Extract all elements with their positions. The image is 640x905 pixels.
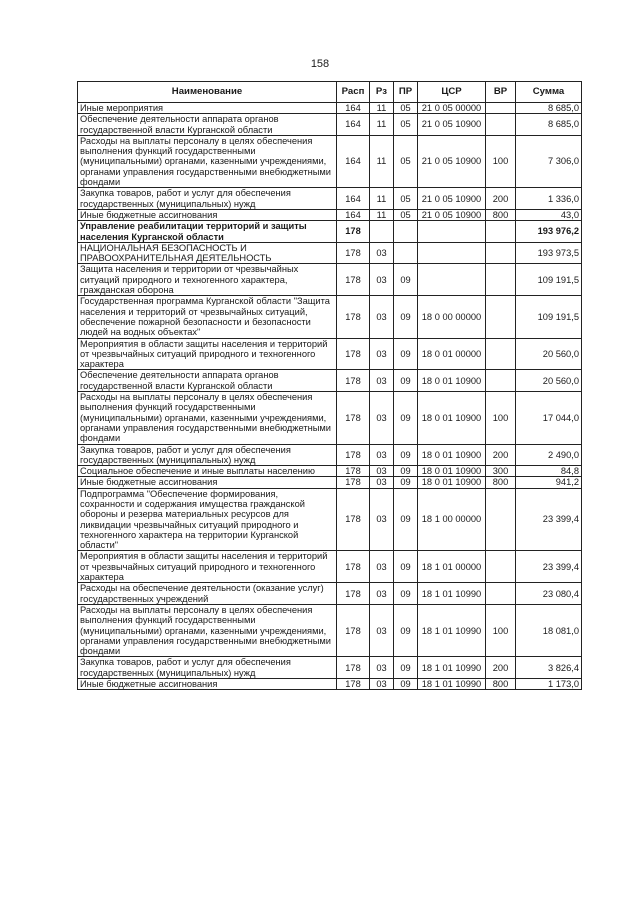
cell-csr: 21 0 05 00000	[418, 103, 486, 114]
cell-csr: 21 0 05 10900	[418, 135, 486, 187]
cell-pr: 05	[394, 188, 418, 210]
cell-vr	[486, 221, 516, 243]
cell-rz: 03	[370, 296, 394, 338]
page-number: 158	[310, 58, 330, 70]
table-row	[78, 466, 582, 477]
cell-vr	[486, 103, 516, 114]
column-header-vr: ВР	[486, 82, 516, 103]
cell-vr	[486, 551, 516, 583]
cell-name: Управление реабилитации территорий и защиты населения Курганской области	[78, 221, 337, 243]
table-row	[78, 679, 582, 690]
cell-name: Закупка товаров, работ и услуг для обеспечения государственных (муниципальных) нужд	[78, 188, 337, 210]
cell-csr: 18 1 01 10990	[418, 657, 486, 679]
cell-sum: 20 560,0	[516, 370, 582, 392]
cell-pr: 05	[394, 103, 418, 114]
cell-sum: 7 306,0	[516, 135, 582, 187]
cell-pr: 09	[394, 604, 418, 656]
cell-vr: 100	[486, 392, 516, 444]
cell-vr: 100	[486, 604, 516, 656]
cell-csr	[418, 264, 486, 296]
cell-rasp: 178	[337, 370, 370, 392]
cell-rasp: 178	[337, 488, 370, 551]
table-row	[78, 221, 582, 243]
budget-table	[77, 81, 582, 690]
cell-rasp: 164	[337, 209, 370, 220]
cell-rasp: 178	[337, 392, 370, 444]
table-body	[78, 103, 582, 690]
cell-rz	[370, 221, 394, 243]
cell-pr	[394, 221, 418, 243]
cell-vr: 800	[486, 209, 516, 220]
cell-sum: 17 044,0	[516, 392, 582, 444]
cell-rz: 11	[370, 188, 394, 210]
cell-name: Расходы на обеспечение деятельности (оказание услуг) государственных учреждений	[78, 583, 337, 605]
cell-pr: 05	[394, 135, 418, 187]
table-row	[78, 242, 582, 264]
cell-name: Расходы на выплаты персоналу в целях обеспечения выполнения функций государственными (муниципальными) органами, казенными учреждениями, органами управления государственными внебюджетными фондами	[78, 392, 337, 444]
cell-rasp: 178	[337, 466, 370, 477]
cell-rz: 03	[370, 444, 394, 466]
column-header-csr: ЦСР	[418, 82, 486, 103]
cell-vr: 800	[486, 679, 516, 690]
cell-pr: 09	[394, 679, 418, 690]
cell-name: Закупка товаров, работ и услуг для обеспечения государственных (муниципальных) нужд	[78, 444, 337, 466]
cell-name: Расходы на выплаты персоналу в целях обеспечения выполнения функций государственными (муниципальными) органами, казенными учреждениями, органами управления государственными внебюджетными фондами	[78, 135, 337, 187]
cell-csr	[418, 221, 486, 243]
cell-sum: 109 191,5	[516, 264, 582, 296]
cell-name: Иные бюджетные ассигнования	[78, 679, 337, 690]
cell-vr: 200	[486, 188, 516, 210]
cell-pr: 09	[394, 657, 418, 679]
cell-name: Обеспечение деятельности аппарата органов государственной власти Курганской области	[78, 114, 337, 136]
cell-pr: 09	[394, 488, 418, 551]
cell-rz: 11	[370, 114, 394, 136]
cell-vr	[486, 296, 516, 338]
cell-csr: 18 1 01 00000	[418, 551, 486, 583]
table-row	[78, 188, 582, 210]
cell-name: Иные мероприятия	[78, 103, 337, 114]
cell-csr: 18 1 01 10990	[418, 604, 486, 656]
cell-rasp: 178	[337, 264, 370, 296]
table-row	[78, 444, 582, 466]
cell-name: Расходы на выплаты персоналу в целях обеспечения выполнения функций государственными (муниципальными) органами, казенными учреждениями, органами управления государственными внебюджетными фондами	[78, 604, 337, 656]
cell-csr	[418, 242, 486, 264]
cell-rz: 03	[370, 477, 394, 488]
table-row	[78, 114, 582, 136]
cell-vr	[486, 264, 516, 296]
cell-csr: 18 0 01 10900	[418, 392, 486, 444]
cell-rasp: 164	[337, 135, 370, 187]
cell-pr	[394, 242, 418, 264]
cell-sum: 8 685,0	[516, 114, 582, 136]
cell-sum: 43,0	[516, 209, 582, 220]
cell-rasp: 178	[337, 604, 370, 656]
cell-vr	[486, 338, 516, 370]
table-row	[78, 103, 582, 114]
column-header-rasp: Расп	[337, 82, 370, 103]
table-row	[78, 209, 582, 220]
cell-pr: 09	[394, 296, 418, 338]
table-row	[78, 370, 582, 392]
cell-vr	[486, 370, 516, 392]
cell-sum: 23 399,4	[516, 488, 582, 551]
column-header-name: Наименование	[78, 82, 337, 103]
cell-rz: 11	[370, 103, 394, 114]
cell-name: Подпрограмма "Обеспечение формирования, сохранности и содержания имущества гражданской обороны и резерва материальных ресурсов для ликвидации чрезвычайных ситуаций природного и техногенного характера на территории Курганской области"	[78, 488, 337, 551]
table-row	[78, 604, 582, 656]
cell-rz: 03	[370, 604, 394, 656]
cell-pr: 09	[394, 392, 418, 444]
cell-name: Мероприятия в области защиты населения и территорий от чрезвычайных ситуаций природного и техногенного характера	[78, 551, 337, 583]
cell-vr	[486, 488, 516, 551]
cell-csr: 18 0 01 10900	[418, 370, 486, 392]
cell-name: Мероприятия в области защиты населения и территорий от чрезвычайных ситуаций природного и техногенного характера	[78, 338, 337, 370]
table-row	[78, 392, 582, 444]
cell-sum: 18 081,0	[516, 604, 582, 656]
cell-rasp: 178	[337, 679, 370, 690]
cell-sum: 84,8	[516, 466, 582, 477]
cell-sum: 20 560,0	[516, 338, 582, 370]
cell-sum: 2 490,0	[516, 444, 582, 466]
cell-rasp: 164	[337, 188, 370, 210]
cell-vr: 800	[486, 477, 516, 488]
cell-csr: 18 0 00 00000	[418, 296, 486, 338]
cell-pr: 09	[394, 370, 418, 392]
cell-name: Защита населения и территории от чрезвычайных ситуаций природного и техногенного характера, гражданская оборона	[78, 264, 337, 296]
cell-csr: 18 0 01 00000	[418, 338, 486, 370]
cell-rasp: 178	[337, 221, 370, 243]
cell-csr: 18 0 01 10900	[418, 477, 486, 488]
table-row	[78, 135, 582, 187]
cell-sum: 193 973,5	[516, 242, 582, 264]
cell-rasp: 178	[337, 583, 370, 605]
cell-sum: 1 336,0	[516, 188, 582, 210]
cell-rasp: 178	[337, 657, 370, 679]
cell-name: Обеспечение деятельности аппарата органов государственной власти Курганской области	[78, 370, 337, 392]
cell-sum: 941,2	[516, 477, 582, 488]
cell-rz: 03	[370, 242, 394, 264]
cell-rz: 03	[370, 488, 394, 551]
cell-name: Иные бюджетные ассигнования	[78, 209, 337, 220]
cell-pr: 09	[394, 477, 418, 488]
cell-csr: 18 1 01 10990	[418, 679, 486, 690]
table-header-row	[78, 82, 582, 103]
cell-vr	[486, 583, 516, 605]
cell-name: НАЦИОНАЛЬНАЯ БЕЗОПАСНОСТЬ И ПРАВООХРАНИТЕЛЬНАЯ ДЕЯТЕЛЬНОСТЬ	[78, 242, 337, 264]
cell-rasp: 178	[337, 296, 370, 338]
cell-sum: 8 685,0	[516, 103, 582, 114]
cell-rz: 03	[370, 370, 394, 392]
cell-pr: 09	[394, 551, 418, 583]
cell-rasp: 178	[337, 477, 370, 488]
cell-pr: 09	[394, 583, 418, 605]
cell-rz: 03	[370, 679, 394, 690]
cell-csr: 18 0 01 10900	[418, 444, 486, 466]
cell-rasp: 178	[337, 551, 370, 583]
cell-name: Закупка товаров, работ и услуг для обеспечения государственных (муниципальных) нужд	[78, 657, 337, 679]
cell-rz: 03	[370, 338, 394, 370]
cell-pr: 09	[394, 444, 418, 466]
cell-name: Иные бюджетные ассигнования	[78, 477, 337, 488]
table-row	[78, 477, 582, 488]
cell-vr	[486, 114, 516, 136]
cell-sum: 3 826,4	[516, 657, 582, 679]
cell-pr: 09	[394, 264, 418, 296]
cell-pr: 09	[394, 466, 418, 477]
cell-rz: 11	[370, 135, 394, 187]
cell-pr: 05	[394, 114, 418, 136]
table-row	[78, 264, 582, 296]
cell-csr: 18 1 01 10990	[418, 583, 486, 605]
cell-rz: 03	[370, 466, 394, 477]
cell-vr: 300	[486, 466, 516, 477]
cell-rasp: 178	[337, 338, 370, 370]
cell-csr: 21 0 05 10900	[418, 188, 486, 210]
cell-csr: 18 0 01 10900	[418, 466, 486, 477]
cell-sum: 23 080,4	[516, 583, 582, 605]
cell-pr: 05	[394, 209, 418, 220]
table-row	[78, 657, 582, 679]
cell-sum: 109 191,5	[516, 296, 582, 338]
cell-vr	[486, 242, 516, 264]
cell-vr: 200	[486, 657, 516, 679]
cell-name: Государственная программа Курганской области "Защита населения и территорий от чрезвычайных ситуаций, обеспечение пожарной безопасности и безопасности людей на водных объектах"	[78, 296, 337, 338]
column-header-pr: ПР	[394, 82, 418, 103]
column-header-sum: Сумма	[516, 82, 582, 103]
cell-pr: 09	[394, 338, 418, 370]
cell-csr: 18 1 00 00000	[418, 488, 486, 551]
table-row	[78, 488, 582, 551]
cell-csr: 21 0 05 10900	[418, 209, 486, 220]
cell-rasp: 164	[337, 114, 370, 136]
cell-name: Социальное обеспечение и иные выплаты населению	[78, 466, 337, 477]
cell-sum: 1 173,0	[516, 679, 582, 690]
column-header-rz: Рз	[370, 82, 394, 103]
cell-rz: 03	[370, 264, 394, 296]
cell-rz: 03	[370, 551, 394, 583]
cell-rasp: 178	[337, 444, 370, 466]
cell-rz: 11	[370, 209, 394, 220]
cell-vr: 100	[486, 135, 516, 187]
cell-csr: 21 0 05 10900	[418, 114, 486, 136]
table-row	[78, 583, 582, 605]
table-row	[78, 296, 582, 338]
table-row	[78, 338, 582, 370]
cell-vr: 200	[486, 444, 516, 466]
cell-rasp: 164	[337, 103, 370, 114]
cell-sum: 193 976,2	[516, 221, 582, 243]
cell-rz: 03	[370, 583, 394, 605]
cell-rz: 03	[370, 657, 394, 679]
cell-rz: 03	[370, 392, 394, 444]
cell-rasp: 178	[337, 242, 370, 264]
table-row	[78, 551, 582, 583]
cell-sum: 23 399,4	[516, 551, 582, 583]
